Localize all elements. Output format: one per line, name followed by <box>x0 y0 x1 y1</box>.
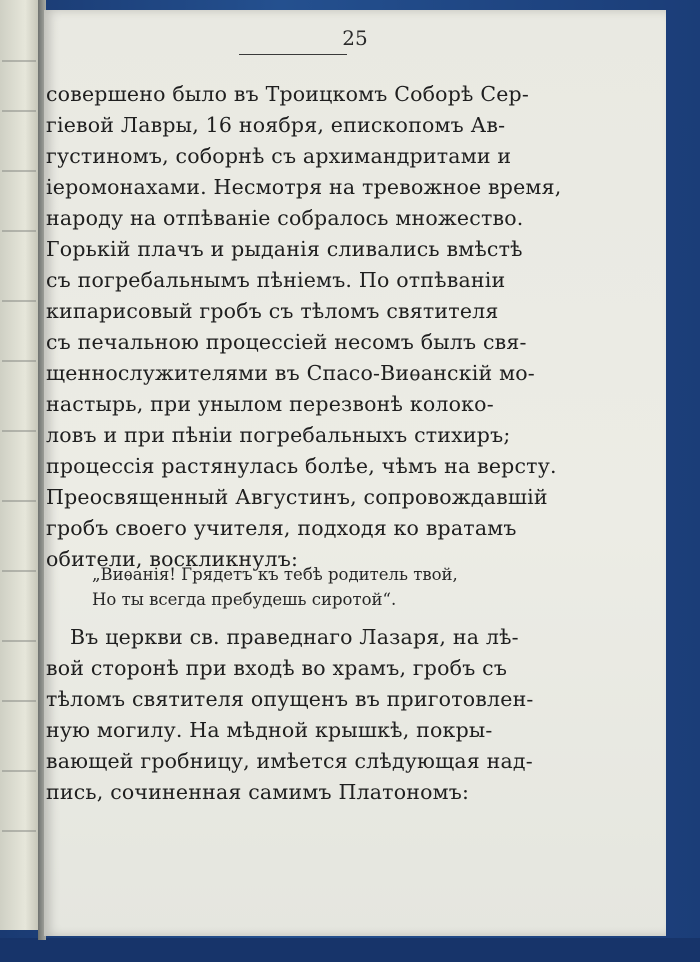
previous-page-text-mark <box>2 170 36 172</box>
text-line: густиномъ, соборнѣ съ архимандритами и <box>46 144 512 168</box>
previous-page-text-mark <box>2 500 36 502</box>
previous-page-text-mark <box>2 360 36 362</box>
book-cover-bottom-edge <box>0 938 700 962</box>
text-line: тѣломъ святителя опущенъ въ приготовлен- <box>46 687 534 711</box>
previous-page-text-mark <box>2 570 36 572</box>
previous-page-text-mark <box>2 300 36 302</box>
text-line: Преосвященный Августинъ, сопровождавшiй <box>46 485 548 509</box>
text-line: щеннослужителями въ Спасо-Виѳанскiй мо- <box>46 361 535 385</box>
previous-page-text-mark <box>2 770 36 772</box>
text-line: съ погребальнымъ пѣнiемъ. По отпѣванiи <box>46 268 506 292</box>
text-line: Въ церкви св. праведнаго Лазаря, на лѣ- <box>70 625 519 649</box>
text-line: настырь, при унылом перезвонѣ колоко- <box>46 392 494 416</box>
book-page <box>44 10 666 936</box>
text-line: процессiя растянулась болѣе, чѣмъ на версту. <box>46 454 557 478</box>
previous-page-text-mark <box>2 430 36 432</box>
text-line: народу на отпѣванiе собралось множество. <box>46 206 524 230</box>
text-line: кипарисовый гробъ съ тѣломъ святителя <box>46 299 499 323</box>
text-line: ловъ и при пѣнiи погребальныхъ стихиръ; <box>46 423 511 447</box>
text-line: гiевой Лавры, 16 ноября, епископомъ Ав- <box>46 113 506 137</box>
text-line: съ печальною процессiей несомъ былъ свя- <box>46 330 527 354</box>
page-number: 25 <box>342 26 368 50</box>
previous-page-text-mark <box>2 830 36 832</box>
text-line: вающей гробницу, имѣется слѣдующая над- <box>46 749 533 773</box>
previous-page-text-mark <box>2 230 36 232</box>
quote-line: „Виѳанiя! Грядетъ къ тебѣ родитель твой, <box>92 565 458 584</box>
previous-page-text-mark <box>2 640 36 642</box>
page-number-rule <box>239 54 347 55</box>
text-line: гробъ своего учителя, подходя ко вратамъ <box>46 516 517 540</box>
text-line: вой сторонѣ при входѣ во храмъ, гробъ съ <box>46 656 508 680</box>
text-line: ную могилу. На мѣдной крышкѣ, покры- <box>46 718 493 742</box>
previous-page-text-mark <box>2 700 36 702</box>
text-line: iеромонахами. Несмотря на тревожное время, <box>46 175 562 199</box>
text-line: совершено было въ Троицкомъ Соборѣ Сер- <box>46 82 529 106</box>
text-line: пись, сочиненная самимъ Платономъ: <box>46 780 470 804</box>
quote-line: Но ты всегда пребудешь сиротой“. <box>92 590 397 609</box>
text-line: Горькiй плачъ и рыданiя сливались вмѣстѣ <box>46 237 523 261</box>
previous-page-text-mark <box>2 110 36 112</box>
text-line: обители, воскликнулъ: <box>46 547 299 571</box>
previous-page-edge <box>0 0 42 930</box>
previous-page-text-mark <box>2 60 36 62</box>
